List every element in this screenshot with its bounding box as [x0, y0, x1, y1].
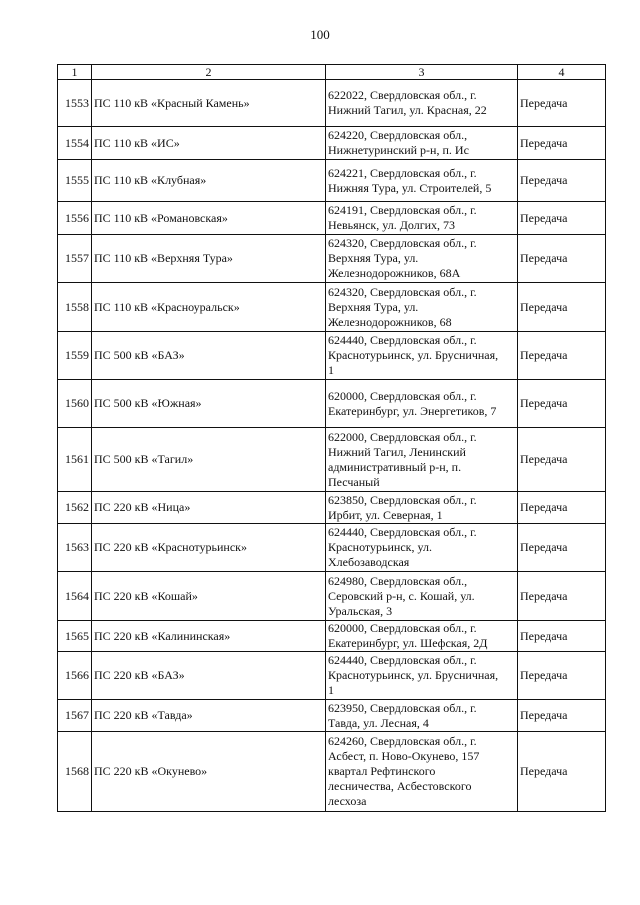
table-row [58, 80, 606, 127]
substation-type: Передача [518, 380, 606, 428]
substation-address: 624320, Свердловская обл., г. Верхняя Тура, ул. Железнодорожников, 68 [326, 283, 518, 332]
row-number: 1567 [58, 700, 92, 732]
column-header: 4 [518, 65, 606, 80]
row-number: 1557 [58, 235, 92, 283]
substation-name: ПС 110 кВ «ИС» [92, 127, 326, 160]
table-row [58, 160, 606, 202]
substation-name: ПС 220 кВ «Краснотурьинск» [92, 524, 326, 572]
substation-name: ПС 110 кВ «Красноуральск» [92, 283, 326, 332]
table-row [58, 652, 606, 700]
substation-address: 624220, Свердловская обл., Нижнетуринский р-н, п. Ис [326, 127, 518, 160]
column-header: 2 [92, 65, 326, 80]
page-number: 100 [310, 27, 330, 42]
row-number: 1553 [58, 80, 92, 127]
row-number: 1555 [58, 160, 92, 202]
substation-type: Передача [518, 652, 606, 700]
substation-name: ПС 500 кВ «БАЗ» [92, 332, 326, 380]
row-number: 1558 [58, 283, 92, 332]
substation-name: ПС 500 кВ «Южная» [92, 380, 326, 428]
table-row [58, 283, 606, 332]
substation-address: 624440, Свердловская обл., г. Краснотурьинск, ул. Хлебозаводская [326, 524, 518, 572]
substation-address: 620000, Свердловская обл., г. Екатеринбург, ул. Энергетиков, 7 [326, 380, 518, 428]
table-row [58, 492, 606, 524]
substation-type: Передача [518, 700, 606, 732]
table-row [58, 202, 606, 235]
row-number: 1563 [58, 524, 92, 572]
substation-type: Передача [518, 202, 606, 235]
substation-name: ПС 110 кВ «Романовская» [92, 202, 326, 235]
row-number: 1561 [58, 428, 92, 492]
substation-type: Передача [518, 732, 606, 812]
substation-name: ПС 110 кВ «Клубная» [92, 160, 326, 202]
row-number: 1566 [58, 652, 92, 700]
table-row [58, 380, 606, 428]
row-number: 1556 [58, 202, 92, 235]
column-header: 3 [326, 65, 518, 80]
table-row [58, 732, 606, 812]
row-number: 1562 [58, 492, 92, 524]
substation-type: Передача [518, 572, 606, 621]
substation-address: 622000, Свердловская обл., г. Нижний Тагил, Ленинский административный р-н, п. Песчаный [326, 428, 518, 492]
substation-address: 624440, Свердловская обл., г. Краснотурьинск, ул. Брусничная, 1 [326, 652, 518, 700]
table-row [58, 235, 606, 283]
substation-name: ПС 220 кВ «Окунево» [92, 732, 326, 812]
table-row [58, 621, 606, 652]
substation-name: ПС 110 кВ «Красный Камень» [92, 80, 326, 127]
table-row [58, 524, 606, 572]
substation-type: Передача [518, 621, 606, 652]
row-number: 1564 [58, 572, 92, 621]
table-row [58, 332, 606, 380]
substation-address: 624980, Свердловская обл., Серовский р-н, с. Кошай, ул. Уральская, 3 [326, 572, 518, 621]
substation-name: ПС 220 кВ «Ница» [92, 492, 326, 524]
substation-address: 624440, Свердловская обл., г. Краснотурьинск, ул. Брусничная, 1 [326, 332, 518, 380]
substation-type: Передача [518, 524, 606, 572]
substation-type: Передача [518, 283, 606, 332]
substation-address: 624191, Свердловская обл., г. Невьянск, ул. Долгих, 73 [326, 202, 518, 235]
table-row [58, 428, 606, 492]
substation-address: 623950, Свердловская обл., г. Тавда, ул. Лесная, 4 [326, 700, 518, 732]
substation-type: Передача [518, 428, 606, 492]
substation-name: ПС 500 кВ «Тагил» [92, 428, 326, 492]
substation-name: ПС 220 кВ «Калининская» [92, 621, 326, 652]
substation-type: Передача [518, 332, 606, 380]
substation-address: 620000, Свердловская обл., г. Екатеринбург, ул. Шефская, 2Д [326, 621, 518, 652]
table-row [58, 700, 606, 732]
row-number: 1565 [58, 621, 92, 652]
substation-address: 622022, Свердловская обл., г. Нижний Тагил, ул. Красная, 22 [326, 80, 518, 127]
substation-type: Передача [518, 492, 606, 524]
table-header-row [58, 65, 606, 80]
substation-address: 624260, Свердловская обл., г. Асбест, п. Ново-Окунево, 157 квартал Рефтинского лесничества, Асбестовского лесхоза [326, 732, 518, 812]
substation-address: 623850, Свердловская обл., г. Ирбит, ул. Северная, 1 [326, 492, 518, 524]
substation-type: Передача [518, 127, 606, 160]
row-number: 1559 [58, 332, 92, 380]
table-row [58, 572, 606, 621]
row-number: 1554 [58, 127, 92, 160]
substation-address: 624320, Свердловская обл., г. Верхняя Тура, ул. Железнодорожников, 68А [326, 235, 518, 283]
substation-name: ПС 110 кВ «Верхняя Тура» [92, 235, 326, 283]
substation-type: Передача [518, 80, 606, 127]
substation-name: ПС 220 кВ «Кошай» [92, 572, 326, 621]
substation-type: Передача [518, 160, 606, 202]
substation-table [57, 64, 606, 812]
substation-address: 624221, Свердловская обл., г. Нижняя Тура, ул. Строителей, 5 [326, 160, 518, 202]
substation-type: Передача [518, 235, 606, 283]
column-header: 1 [58, 65, 92, 80]
row-number: 1560 [58, 380, 92, 428]
row-number: 1568 [58, 732, 92, 812]
substation-name: ПС 220 кВ «БАЗ» [92, 652, 326, 700]
substation-name: ПС 220 кВ «Тавда» [92, 700, 326, 732]
table-row [58, 127, 606, 160]
